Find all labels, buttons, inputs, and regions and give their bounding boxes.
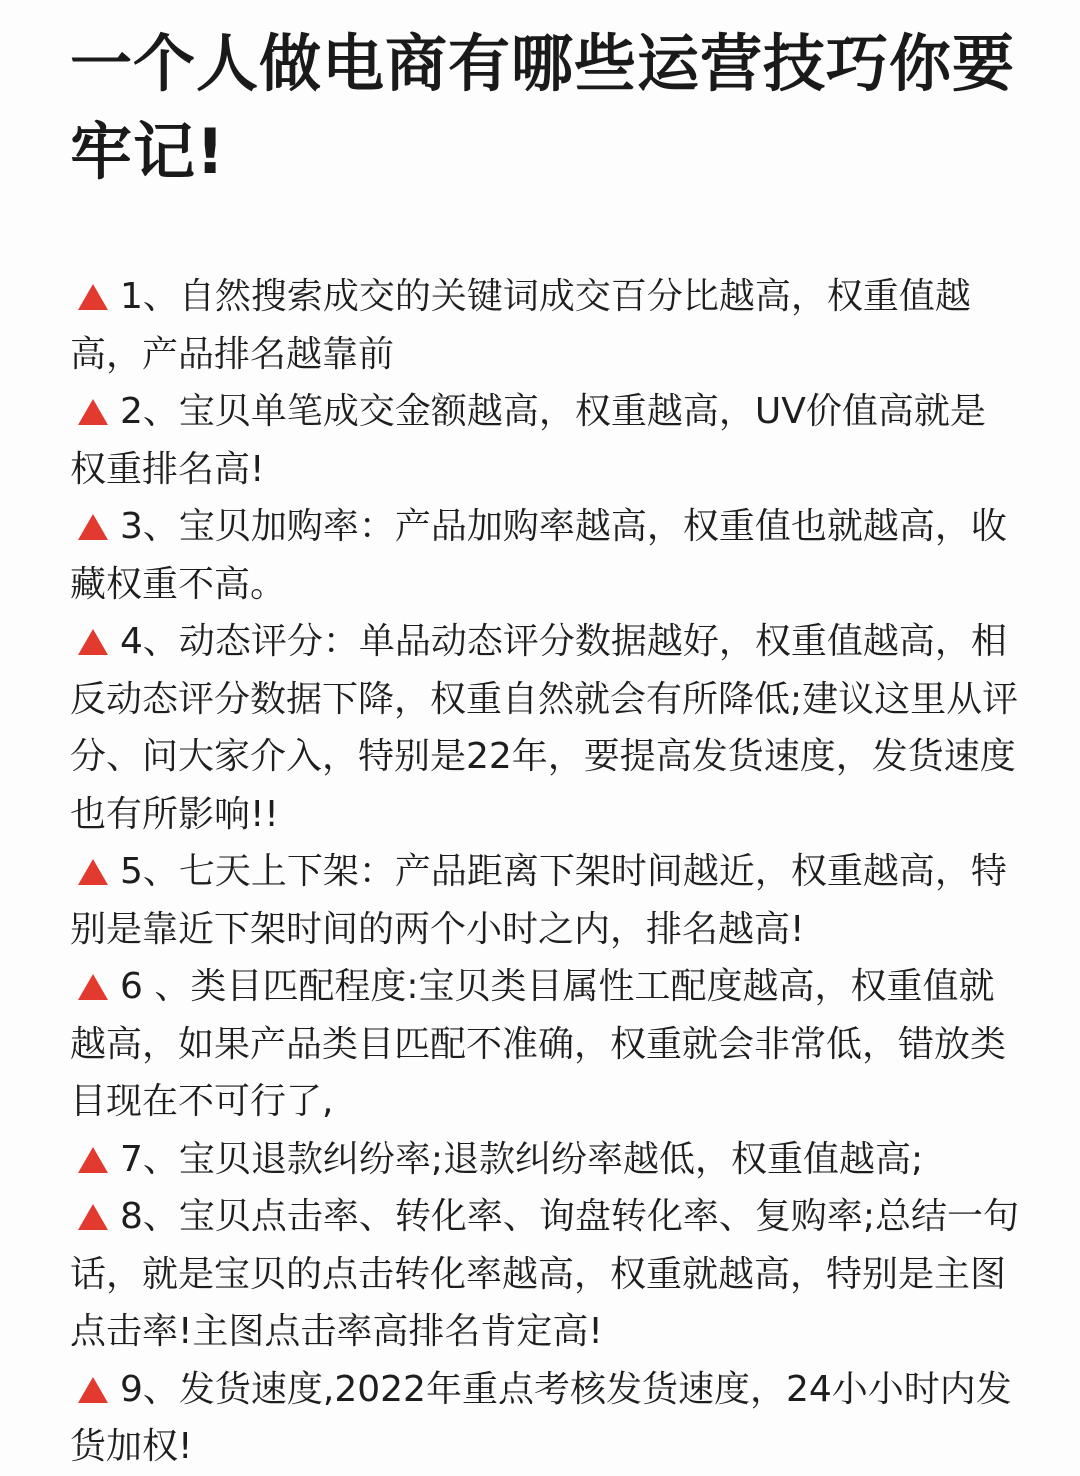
list-item-text: 5、七天上下架：产品距离下架时间越近，权重越高，特别是靠近下架时间的两个小时之内，排名越高! (70, 851, 1007, 950)
list-item (70, 1131, 1020, 1189)
page-title: 一个人做电商有哪些运营技巧你要牢记! (70, 27, 1016, 188)
list-item-text: 9、发货速度,2022年重点考核发货速度，24小小时内发货加权! (70, 1368, 1012, 1467)
list-item (70, 383, 1020, 498)
red-triangle-icon (78, 284, 108, 310)
list-item (70, 268, 1020, 383)
list-item-text: 2、宝贝单笔成交金额越高，权重越高，UV价值高就是权重排名高! (70, 391, 986, 490)
red-triangle-icon (78, 859, 108, 885)
list-item-text: 8、宝贝点击率、转化率、询盘转化率、复购率;总结一句话，就是宝贝的点击转化率越高，权重就越高，特别是主图点击率!主图点击率高排名肯定高! (70, 1196, 1020, 1352)
red-triangle-icon (78, 1147, 108, 1173)
list-item (70, 1361, 1020, 1476)
red-triangle-icon (78, 399, 108, 425)
list-item-text: 4、动态评分：单品动态评分数据越好，权重值越高，相反动态评分数据下降，权重自然就会有所降低;建议这里从评分、问大家介入，特别是22年，要提高发货速度，发货速度也有所影响!! (70, 621, 1019, 835)
tips-list (70, 268, 1020, 1476)
red-triangle-icon (78, 629, 108, 655)
red-triangle-icon (78, 514, 108, 540)
list-item-text: 7、宝贝退款纠纷率;退款纠纷率越低，权重值越高; (120, 1138, 924, 1180)
red-triangle-icon (78, 974, 108, 1000)
list-item (70, 498, 1020, 613)
red-triangle-icon (78, 1204, 108, 1230)
list-item (70, 843, 1020, 958)
list-item (70, 958, 1020, 1131)
list-item-text: 1、自然搜索成交的关键词成交百分比越高，权重值越高，产品排名越靠前 (70, 276, 971, 375)
list-item-text: 3、宝贝加购率：产品加购率越高，权重值也就越高，收藏权重不高。 (70, 506, 1007, 605)
list-item (70, 613, 1020, 843)
red-triangle-icon (78, 1377, 108, 1403)
list-item-text: 6 、类目匹配程度:宝贝类目属性工配度越高，权重值就越高，如果产品类目匹配不准确，权重就会非常低，错放类目现在不可行了, (70, 966, 1007, 1122)
list-item (70, 1188, 1020, 1361)
